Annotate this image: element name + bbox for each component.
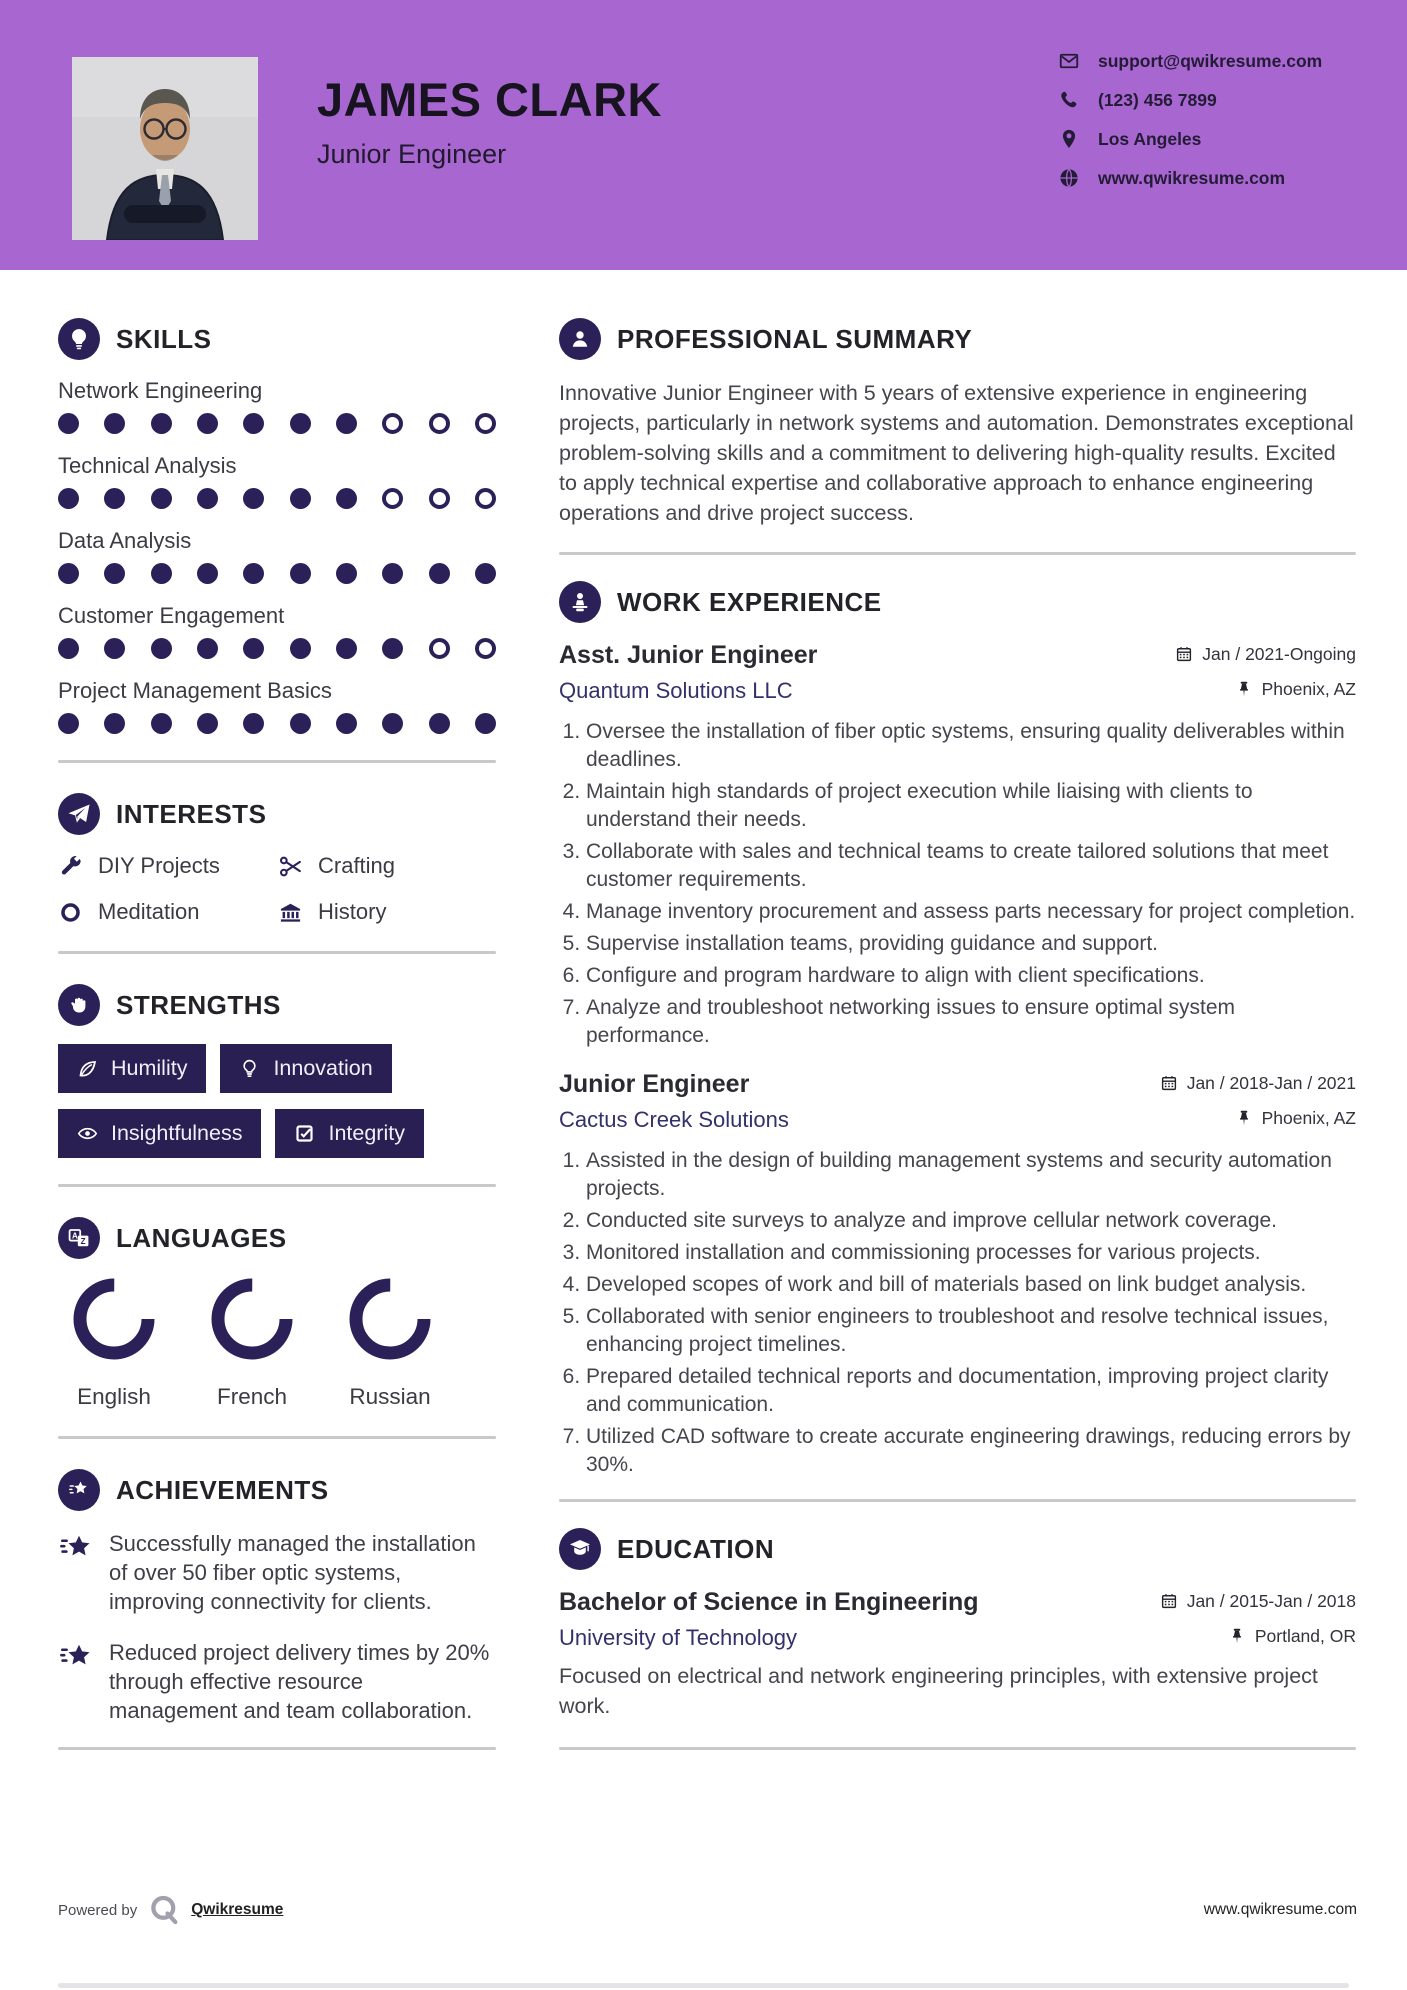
skill-dot (58, 713, 79, 734)
strengths-heading: STRENGTHS (116, 989, 281, 1020)
skill-dot (197, 488, 218, 509)
school-name: University of Technology (559, 1625, 798, 1650)
skill-dot (290, 488, 311, 509)
person-icon (559, 318, 601, 360)
skill-dot (475, 638, 496, 659)
skill-dot (429, 413, 450, 434)
skill-dot (151, 638, 172, 659)
person-at-desk-icon (559, 581, 601, 623)
job-location-text: Phoenix, AZ (1261, 1107, 1356, 1128)
divider (58, 951, 496, 954)
interest-item (58, 899, 278, 925)
eye-icon (77, 1123, 98, 1144)
skills-section (58, 318, 496, 734)
job-entry (559, 641, 1356, 1050)
strength-badge (275, 1109, 423, 1158)
divider (559, 552, 1356, 555)
svg-text:A: A (72, 1231, 78, 1241)
circle-icon (58, 900, 83, 925)
interest-label: Meditation (98, 899, 200, 924)
contact-text: (123) 456 7899 (1098, 89, 1217, 110)
skill-dot (336, 413, 357, 434)
language-label: French (216, 1384, 288, 1409)
strengths-section (58, 984, 496, 1158)
skill-dot (243, 638, 264, 659)
skill-name: Project Management Basics (58, 678, 332, 703)
strength-badge (220, 1044, 391, 1093)
contact-text[interactable]: www.qwikresume.com (1098, 167, 1286, 188)
education-heading: EDUCATION (617, 1533, 775, 1564)
skill-dot (336, 488, 357, 509)
skill-dots (58, 563, 496, 584)
languages-section (58, 1217, 496, 1410)
skill-item (58, 453, 496, 509)
skill-dot (382, 563, 403, 584)
calendar-icon (1160, 1592, 1178, 1610)
job-bullet: 4. Manage inventory procurement and assess parts necessary for project completion. (586, 898, 1356, 926)
contact-text: Los Angeles (1098, 128, 1202, 149)
skill-dot (429, 563, 450, 584)
job-bullet: 5. Collaborated with senior engineers to troubleshoot and resolve technical issues, enhancing project timelines. (586, 1303, 1356, 1359)
job-bullet: 1. Oversee the installation of fiber optic systems, ensuring quality deliverables within deadlines. (586, 718, 1356, 774)
skill-dot (290, 563, 311, 584)
skill-dot (151, 488, 172, 509)
job-company-row (559, 1107, 1356, 1133)
job-dates-text: Jan / 2018-Jan / 2021 (1186, 1072, 1356, 1093)
leaf-icon (77, 1058, 98, 1079)
achievements-list (58, 1529, 496, 1725)
skill-dots (58, 488, 496, 509)
strength-label: Insightfulness (111, 1121, 243, 1145)
skills-heading: SKILLS (116, 323, 212, 354)
interest-item (278, 899, 496, 925)
lightbulb-icon (58, 318, 100, 360)
interest-item (58, 853, 278, 879)
divider (559, 1499, 1356, 1502)
skill-dot (336, 713, 357, 734)
email-icon (1058, 50, 1080, 72)
contact-list (1058, 50, 1322, 206)
skill-dot (151, 563, 172, 584)
paper-plane-icon (58, 793, 100, 835)
job-company-row (559, 678, 1356, 704)
achievements-heading: ACHIEVEMENTS (116, 1474, 329, 1505)
skill-dot (336, 563, 357, 584)
interest-label: Crafting (318, 853, 396, 878)
interests-heading: INTERESTS (116, 798, 267, 829)
strength-badge (58, 1044, 206, 1093)
skill-dot (429, 638, 450, 659)
skill-dot (243, 713, 264, 734)
skill-dot (382, 413, 403, 434)
skill-dot (58, 638, 79, 659)
skill-name: Data Analysis (58, 528, 192, 553)
header (0, 0, 1407, 270)
strength-label: Innovation (273, 1056, 373, 1080)
company-name: Cactus Creek Solutions (559, 1107, 789, 1132)
skill-dot (197, 713, 218, 734)
language-item (210, 1277, 294, 1410)
svg-text:Z: Z (80, 1236, 86, 1246)
language-item (72, 1277, 156, 1410)
pushpin-icon (1235, 1109, 1253, 1127)
graduate-icon (559, 1528, 601, 1570)
skill-item (58, 528, 496, 584)
job-title: Asst. Junior Engineer (559, 641, 818, 669)
contact-text[interactable]: support@qwikresume.com (1098, 50, 1323, 71)
strength-label: Integrity (328, 1121, 405, 1145)
job-location (1235, 679, 1356, 700)
skill-dot (290, 638, 311, 659)
summary-heading: PROFESSIONAL SUMMARY (617, 323, 973, 354)
achievements-section (58, 1469, 496, 1725)
contact-row (1058, 167, 1322, 189)
skill-name: Network Engineering (58, 378, 263, 403)
powered-by-label: Powered by (58, 1901, 138, 1919)
job-bullet: 3. Monitored installation and commissioning processes for various projects. (586, 1239, 1356, 1267)
skill-dot (336, 638, 357, 659)
skills-list (58, 378, 496, 734)
skill-dot (104, 713, 125, 734)
check-square-icon (294, 1123, 315, 1144)
language-label: English (77, 1384, 151, 1409)
achievement-item (58, 1529, 496, 1616)
skill-item (58, 678, 496, 734)
education-section (559, 1528, 1356, 1721)
education-location: Portland, OR (1254, 1625, 1356, 1646)
person-name: JAMES CLARK (317, 73, 662, 126)
company-name: Quantum Solutions LLC (559, 678, 793, 703)
skill-dot (475, 488, 496, 509)
footer (58, 1893, 1357, 1927)
museum-icon (278, 900, 303, 925)
job-bullet: 6. Prepared detailed technical reports and documentation, improving project clarity and communication. (586, 1363, 1356, 1419)
summary-text: Innovative Junior Engineer with 5 years of extensive experience in engineering projects, particularly in network systems and automation. Demonstrates exceptional problem-solving skills and a commitment to delivering high-quality results. Excited to apply technical expertise and collaborative approach to enhance engineering operations and drive project success. (559, 381, 1354, 525)
education-dates: Jan / 2015-Jan / 2018 (1186, 1590, 1356, 1611)
language-ring (72, 1277, 156, 1366)
skill-dot (382, 713, 403, 734)
job-bullet: 3. Collaborate with sales and technical teams to create tailored solutions that meet customer requirements. (586, 838, 1356, 894)
divider (58, 1184, 496, 1187)
job-bullet: 6. Configure and program hardware to align with client specifications. (586, 962, 1356, 990)
skill-dot (382, 638, 403, 659)
skill-dots (58, 413, 496, 434)
skill-dot (104, 563, 125, 584)
phone-icon (1058, 89, 1080, 111)
skill-dot (429, 488, 450, 509)
achievement-text: Reduced project delivery times by 20% through effective resource management and team collaboration. (109, 1640, 490, 1723)
skill-dot (151, 713, 172, 734)
job-location (1235, 1108, 1356, 1129)
language-ring (210, 1277, 294, 1366)
translate-icon (58, 1217, 100, 1259)
job-bullet: 4. Developed scopes of work and bill of materials based on link budget analysis. (586, 1271, 1356, 1299)
job-bullet: 7. Analyze and troubleshoot networking issues to ensure optimal system performance. (586, 994, 1356, 1050)
skill-dot (104, 638, 125, 659)
strengths-list (58, 1044, 496, 1158)
education-description: Focused on electrical and network engineering principles, with extensive project work. (559, 1664, 1318, 1718)
skill-dot (197, 638, 218, 659)
pushpin-icon (1235, 680, 1253, 698)
globe-icon (1058, 167, 1080, 189)
skill-dot (104, 413, 125, 434)
job-dates-text: Jan / 2021-Ongoing (1202, 643, 1356, 664)
skill-dot (58, 563, 79, 584)
person-job-title: Junior Engineer (317, 139, 507, 169)
interests-section (58, 793, 496, 925)
job-header (559, 641, 1356, 670)
location-icon (1058, 128, 1080, 150)
job-bullet: 1. Assisted in the design of building management systems and security automation projects. (586, 1147, 1356, 1203)
pushpin-icon (1228, 1627, 1246, 1645)
job-bullet: 2. Maintain high standards of project execution while liaising with clients to understand their needs. (586, 778, 1356, 834)
calendar-icon (1160, 1074, 1178, 1092)
job-bullet: 7. Utilized CAD software to create accurate engineering drawings, reducing errors by 30%. (586, 1423, 1356, 1479)
job-bullet: 5. Supervise installation teams, providing guidance and support. (586, 930, 1356, 958)
strength-label: Humility (111, 1056, 188, 1080)
skill-dot (429, 713, 450, 734)
interest-label: DIY Projects (98, 853, 220, 878)
skill-dots (58, 713, 496, 734)
skill-dot (475, 413, 496, 434)
skill-dot (243, 488, 264, 509)
shooting-star-icon (58, 1638, 94, 1674)
skill-dot (197, 563, 218, 584)
language-ring (348, 1277, 432, 1366)
skill-name: Customer Engagement (58, 603, 285, 628)
star-badge-icon (58, 1469, 100, 1511)
achievement-text: Successfully managed the installation of over 50 fiber optic systems, improving connectivity for clients. (109, 1531, 476, 1614)
sidebar (58, 318, 496, 1780)
degree-title: Bachelor of Science in Engineering (559, 1588, 979, 1616)
profile-photo (72, 57, 258, 240)
shooting-star-icon (58, 1529, 94, 1565)
language-label: Russian (349, 1384, 431, 1409)
page-edge (58, 1983, 1349, 1988)
fist-icon (58, 984, 100, 1026)
jobs-list (559, 641, 1356, 1479)
qwikresume-logo-icon (147, 1893, 181, 1927)
portrait-image (72, 57, 258, 240)
strength-badge (58, 1109, 261, 1158)
skill-dot (475, 713, 496, 734)
contact-row (1058, 89, 1322, 111)
skill-dot (243, 563, 264, 584)
job-bullets (559, 718, 1356, 1050)
skill-dot (382, 488, 403, 509)
qwikresume-link[interactable]: Qwikresume (191, 1901, 284, 1918)
job-bullet: 2. Conducted site surveys to analyze and improve cellular network coverage. (586, 1207, 1356, 1235)
skill-dot (243, 413, 264, 434)
wrench-icon (58, 854, 83, 879)
footer-website[interactable]: www.qwikresume.com (1203, 1901, 1357, 1918)
divider (58, 760, 496, 763)
divider (58, 1436, 496, 1439)
job-bullets (559, 1147, 1356, 1479)
language-item (348, 1277, 432, 1410)
job-dates (1175, 644, 1356, 665)
job-header (559, 1070, 1356, 1099)
job-entry (559, 1070, 1356, 1479)
experience-section (559, 581, 1356, 1479)
interest-item (278, 853, 496, 879)
skill-dot (290, 413, 311, 434)
bulb-icon (239, 1058, 260, 1079)
skill-dot (290, 713, 311, 734)
main-content (559, 318, 1356, 1750)
job-location-text: Phoenix, AZ (1261, 678, 1356, 699)
summary-section (559, 318, 1356, 528)
skill-dot (58, 413, 79, 434)
skill-dot (58, 488, 79, 509)
scissors-icon (278, 854, 303, 879)
languages-heading: LANGUAGES (116, 1222, 287, 1253)
job-dates (1160, 1073, 1356, 1094)
interests-list (58, 853, 496, 925)
achievement-item (58, 1638, 496, 1725)
divider (559, 1747, 1356, 1750)
languages-list (58, 1277, 496, 1410)
contact-row (1058, 128, 1322, 150)
skill-dot (151, 413, 172, 434)
skill-dot (475, 563, 496, 584)
contact-row (1058, 50, 1322, 72)
skill-dot (197, 413, 218, 434)
skill-item (58, 378, 496, 434)
skill-item (58, 603, 496, 659)
skill-dots (58, 638, 496, 659)
experience-heading: WORK EXPERIENCE (617, 586, 882, 617)
calendar-icon (1175, 645, 1193, 663)
skill-dot (104, 488, 125, 509)
skill-name: Technical Analysis (58, 453, 237, 478)
job-title: Junior Engineer (559, 1070, 750, 1098)
interest-label: History (318, 899, 387, 924)
divider (58, 1747, 496, 1750)
